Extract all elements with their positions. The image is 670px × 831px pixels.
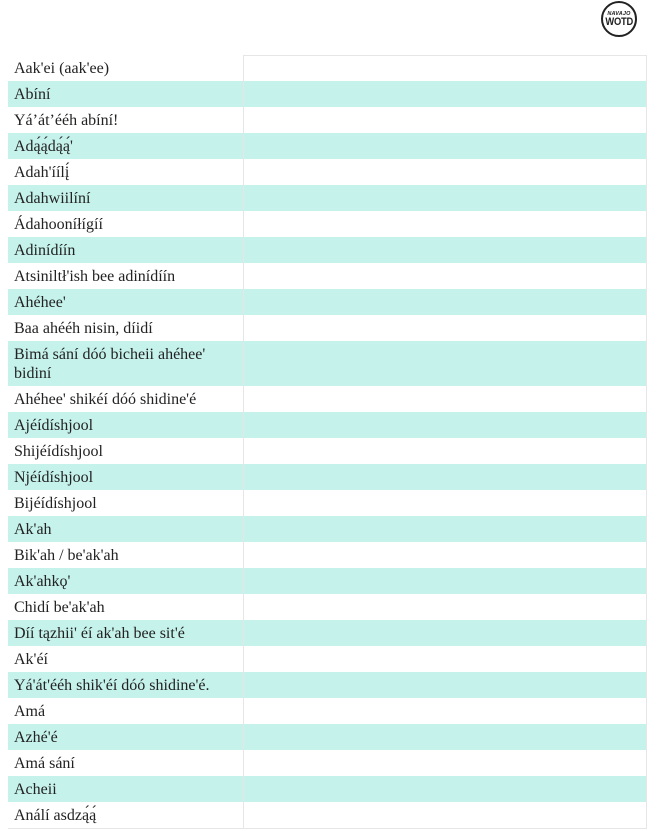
term-cell: Adah'íílį́ <box>14 164 70 181</box>
definition-cell <box>243 81 646 107</box>
term-cell: Amá sání <box>14 755 75 772</box>
table-row <box>8 81 646 107</box>
table-row <box>8 55 646 81</box>
term-cell: Ajéídíshjool <box>14 417 94 434</box>
table-row <box>8 185 646 211</box>
table-row <box>8 750 646 776</box>
table-row <box>8 386 646 412</box>
term-cell: Yá’át’ééh abíní! <box>14 112 119 129</box>
term-cell: Adahwiilíní <box>14 190 91 207</box>
definition-cell <box>243 750 646 776</box>
term-cell: Bik'ah / be'ak'ah <box>14 547 119 564</box>
logo-bottom-text: WOTD <box>605 15 633 28</box>
table-row <box>8 464 646 490</box>
definition-cell <box>243 211 646 237</box>
table-row <box>8 776 646 802</box>
definition-cell <box>243 802 646 828</box>
term-cell: Ahéhee' shikéí dóó shidine'é <box>14 391 197 408</box>
table-row <box>8 263 646 289</box>
term-cell: Aak'ei (aak'ee) <box>14 60 110 77</box>
table-row <box>8 133 646 159</box>
term-cell: Bimá sání dóó bicheii ahéhee' bidiní <box>14 346 206 382</box>
term-cell: Azhé'é <box>14 729 58 746</box>
definition-cell <box>243 133 646 159</box>
table-row <box>8 211 646 237</box>
vocabulary-table <box>8 55 647 829</box>
definition-cell <box>243 341 646 386</box>
term-cell: Adą́ą́dą́ą́' <box>14 138 73 155</box>
definition-cell <box>243 698 646 724</box>
definition-cell <box>243 185 646 211</box>
definition-cell <box>243 315 646 341</box>
definition-cell <box>243 263 646 289</box>
definition-cell <box>243 490 646 516</box>
definition-cell <box>243 159 646 185</box>
navajo-wotd-logo <box>601 1 637 37</box>
definition-cell <box>243 438 646 464</box>
term-cell: Atsiniltł'ish bee adinídíín <box>14 268 176 285</box>
table-row <box>8 341 646 386</box>
term-cell: Ádahooníłígíí <box>14 216 103 233</box>
table-row <box>8 724 646 750</box>
term-cell: Díí tązhii' éí ak'ah bee sit'é <box>14 625 185 642</box>
term-cell: Acheii <box>14 781 57 798</box>
table-row <box>8 107 646 133</box>
term-cell: Adinídíín <box>14 242 76 259</box>
table-row <box>8 315 646 341</box>
term-cell: Baa ahééh nisin, díidí <box>14 320 153 337</box>
term-cell: Shijéídíshjool <box>14 443 103 460</box>
term-cell: Ak'éí <box>14 651 48 668</box>
table-row <box>8 646 646 672</box>
term-cell: Amá <box>14 703 46 720</box>
table-row <box>8 490 646 516</box>
definition-cell <box>243 646 646 672</box>
logo-top-text: NAVAJO <box>607 10 631 17</box>
table-row <box>8 620 646 646</box>
definition-cell <box>243 776 646 802</box>
table-row <box>8 542 646 568</box>
table-row <box>8 516 646 542</box>
table-row <box>8 289 646 315</box>
definition-cell <box>243 542 646 568</box>
term-cell: Ak'ahkǫ' <box>14 573 71 590</box>
term-cell: Chidí be'ak'ah <box>14 599 105 616</box>
definition-cell <box>243 55 646 81</box>
definition-cell <box>243 516 646 542</box>
term-cell: Yá'át'ééh shik'éí dóó shidine'é. <box>14 677 210 694</box>
definition-cell <box>243 386 646 412</box>
table-row <box>8 698 646 724</box>
table-row <box>8 672 646 698</box>
table-row <box>8 159 646 185</box>
definition-cell <box>243 237 646 263</box>
table-row <box>8 802 646 828</box>
definition-cell <box>243 464 646 490</box>
table-row <box>8 237 646 263</box>
term-cell: Análí asdzą́ą́ <box>14 807 97 824</box>
definition-cell <box>243 412 646 438</box>
table-row <box>8 412 646 438</box>
table-row <box>8 594 646 620</box>
definition-cell <box>243 289 646 315</box>
definition-cell <box>243 620 646 646</box>
term-cell: Njéídíshjool <box>14 469 94 486</box>
term-cell: Ak'ah <box>14 521 52 538</box>
definition-cell <box>243 672 646 698</box>
definition-cell <box>243 107 646 133</box>
term-cell: Abíní <box>14 86 51 103</box>
definition-cell <box>243 594 646 620</box>
definition-cell <box>243 724 646 750</box>
table-row <box>8 438 646 464</box>
definition-cell <box>243 568 646 594</box>
table-row <box>8 568 646 594</box>
term-cell: Ahéhee' <box>14 294 66 311</box>
term-cell: Bijéídíshjool <box>14 495 97 512</box>
